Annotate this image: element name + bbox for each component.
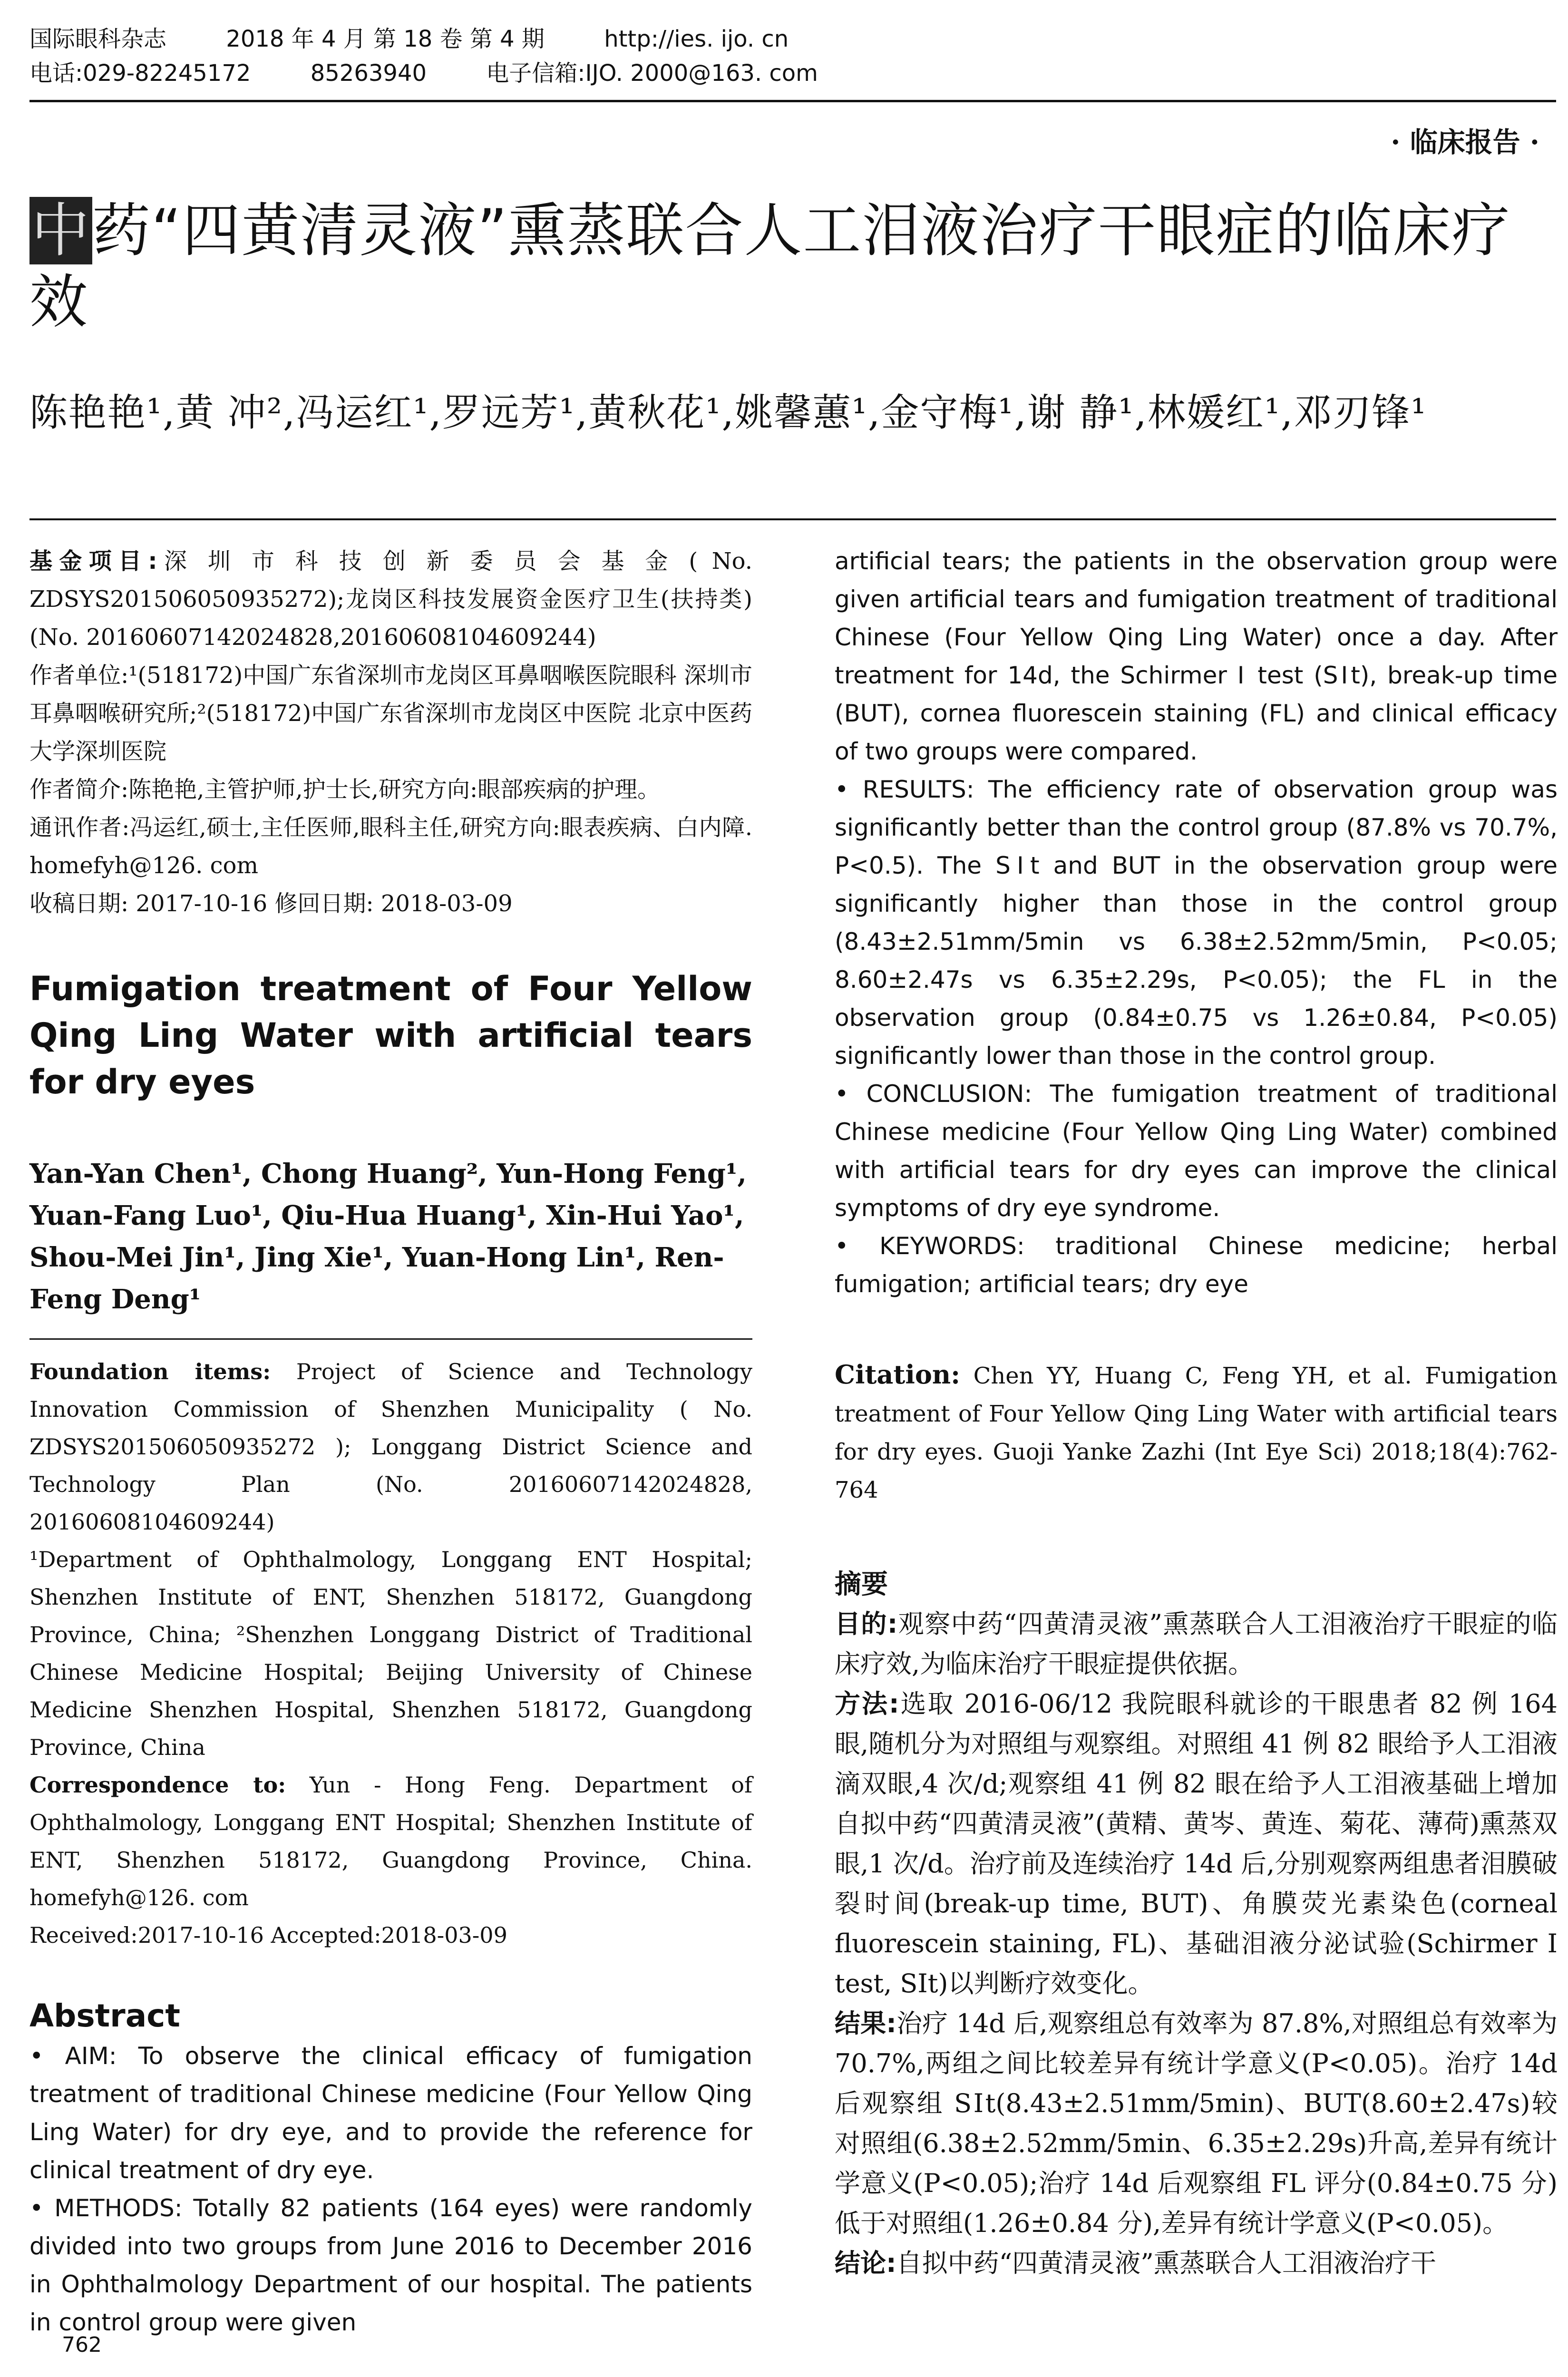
cn-abstract-methods: 方法:选取 2016-06/12 我院眼科就诊的干眼患者 82 例 164 眼,随机分为对照组与观察组。对照组 41 例 82 眼给予人工泪液滴双眼,4 次/d;观察组 41 例 82 眼在给予人工泪液基础上增加自拟中药“四黄清灵液”(黄精、黄岑、黄连、菊花、薄荷)熏蒸双眼,1 次/d。治疗前及连续治疗 14d 后,分别观察两组患者泪膜破裂时间(break-up time, BUT)、角膜荧光素染色(corneal fluorescein staining, FL)、基础泪液分泌试验(Schirmer Ⅰ test, SⅠt)以判断疗效变化。 — [835, 1689, 1558, 1998]
cn-abstract-results: 结果:治疗 14d 后,观察组总有效率为 87.8%,对照组总有效率为 70.7%,两组之间比较差异有统计学意义(P<0.05)。治疗 14d 后观察组 SⅠt(8.43±2.51mm/5min)、BUT(8.60±2.47s)较对照组(6.38±2.52mm/5min、6.35±2.29s)升高,差异有统计学意义(P<0.05);治疗 14d 后观察组 FL 评分(0.84±0.75 分)低于对照组(1.26±0.84 分),差异有统计学意义(P<0.05)。 — [835, 2008, 1558, 2238]
citation-text: Chen YY, Huang C, Feng YH, et al. Fumigation treatment of Four Yellow Qing Ling Water with artificial tears for dry eyes. Guoji Yanke Zazhi (Int Eye Sci) 2018;18(4):762-764 — [835, 1363, 1558, 1503]
citation — [835, 1355, 1558, 1509]
english-authors: Yan-Yan Chen¹, Chong Huang², Yun-Hong Feng¹, Yuan-Fang Luo¹, Qiu-Hua Huang¹, Xin-Hui Yao¹, Shou-Mei Jin¹, Jing Xie¹, Yuan-Hong Lin¹, Ren-Feng Deng¹ — [29, 1158, 747, 1315]
cn-abstract — [835, 1604, 1558, 2283]
email[interactable]: 电子信箱:IJO. 2000@163. com — [486, 60, 818, 87]
info-item: 收稿日期: 2017-10-16 修回日期: 2018-03-09 — [29, 890, 513, 917]
abstract-left-text: • AIM: To observe the clinical efficacy of fumigation treatment of traditional Chinese medicine (Four Yellow Qing Ling Water) for dry eye, and to provide the reference for clinical treatment of dry eye. • METHODS: Totally 82 patients (164 eyes) were randomly divided into two groups from June 2016 to December 2016 in Ophthalmology Department of our hospital. The patients in control group were given — [29, 2042, 752, 2336]
page-number: 762 — [62, 2333, 102, 2357]
phone-2: 85263940 — [310, 60, 427, 87]
foundation-block — [29, 1353, 752, 1954]
cn-abstract-heading: 摘要 — [835, 1569, 888, 1600]
authors-rule — [29, 518, 1556, 520]
issue-info: 2018 年 4 月 第 18 卷 第 4 期 — [226, 26, 545, 52]
info-item: 作者简介:陈艳艳,主管护师,护士长,研究方向:眼部疾病的护理。 — [29, 776, 661, 803]
foundation-item: Foundation items: Project of Science and Technology Innovation Commission of Shenzhen Municipality ( No. ZDSYS201506050935272 ); Longgang District Science and Technology Plan (No. 20160607142024828, 20160608104609244) — [29, 1359, 752, 1535]
header-rule — [29, 100, 1556, 102]
article-info-cn — [29, 542, 752, 923]
cn-abstract-conclusion: 结论:自拟中药“四黄清灵液”熏蒸联合人工泪液治疗干 — [835, 2248, 1436, 2278]
affiliation-item: ¹Department of Ophthalmology, Longgang ENT Hospital; Shenzhen Institute of ENT, Shenzhen 518172, Guangdong Province, China; ²Shenzhen Longgang District of Traditional Chinese Medicine Hospital; Beijing University of Chinese Medicine Shenzhen Hospital, Shenzhen 518172, Guangdong Province, China — [29, 1547, 752, 1760]
phone: 电话:029-82245172 — [29, 60, 251, 87]
journal-url[interactable]: http://ies. ijo. cn — [604, 26, 789, 52]
cn-abstract-aim: 目的:观察中药“四黄清灵液”熏蒸联合人工泪液治疗干眼症的临床疗效,为临床治疗干眼症提供依据。 — [835, 1609, 1558, 1679]
info-item: 作者单位:¹(518172)中国广东省深圳市龙岗区耳鼻咽喉医院眼科 深圳市耳鼻咽喉研究所;²(518172)中国广东省深圳市龙岗区中医院 北京中医药大学深圳医院 — [29, 662, 752, 765]
info-item: 通讯作者:冯运红,硕士,主任医师,眼科主任,研究方向:眼表疾病、白内障. homefyh@126. com — [29, 814, 752, 879]
citation-label: Citation: — [835, 1359, 961, 1390]
page-header — [29, 22, 1542, 90]
title-text: 药“四黄清灵液”熏蒸联合人工泪液治疗干眼症的临床疗效 — [29, 197, 1511, 336]
title-drop-cap: 中 — [29, 197, 92, 264]
abstract-right-text: artificial tears; the patients in the observation group were given artificial tears and fumigation treatment of traditional Chinese (Four Yellow Qing Ling Water) once a day. After treatment for 14d, the Schirmer Ⅰ test (SⅠt), break-up time (BUT), cornea fluorescein staining (FL) and clinical efficacy of two groups were compared. • RESULTS: The efficiency rate of observation group was significantly better than the control group (87.8% vs 70.7%, P<0.5). The SⅠt and BUT in the observation group were significantly higher than those in the control group (8.43±2.51mm/5min vs 6.38±2.52mm/5min, P<0.05; 8.60±2.47s vs 6.35±2.29s, P<0.05); the FL in the observation group (0.84±0.75 vs 1.26±0.84, P<0.05) significantly lower than those in the control group. • CONCLUSION: The fumigation treatment of traditional Chinese medicine (Four Yellow Qing Ling Water) combined with artificial tears for dry eyes can improve the clinical symptoms of dry eye syndrome. • KEYWORDS: traditional Chinese medicine; herbal fumigation; artificial tears; dry eye — [835, 547, 1558, 1298]
abstract-heading: Abstract — [29, 1997, 180, 2034]
right-column — [835, 542, 1558, 2283]
section-rule — [29, 1338, 752, 1340]
authors-cn: 陈艳艳¹,黄 冲²,冯运红¹,罗远芳¹,黄秋花¹,姚馨蕙¹,金守梅¹,谢 静¹,林媛红¹,邓刃锋¹ — [29, 390, 1427, 435]
section-tag: · 临床报告 · — [1391, 126, 1539, 158]
correspondence-item: Correspondence to: Yun - Hong Feng. Department of Ophthalmology, Longgang ENT Hospital; Shenzhen Institute of ENT, Shenzhen 518172, Guangdong Province, China. homefyh@126. com — [29, 1772, 753, 1910]
info-item: 基金项目:深 圳 市 科 技 创 新 委 员 会 基 金 ( No. ZDSYS201506050935272);龙岗区科技发展资金医疗卫生(扶持类)(No. 20160607142024828,20160608104609244) — [29, 548, 752, 651]
left-column — [29, 542, 752, 2341]
journal-name: 国际眼科杂志 — [29, 26, 167, 52]
article-title — [29, 195, 1551, 338]
received-item: Received:2017-10-16 Accepted:2018-03-09 — [29, 1922, 507, 1948]
english-title: Fumigation treatment of Four Yellow Qing Ling Water with artificial tears for dry eyes — [29, 969, 752, 1101]
